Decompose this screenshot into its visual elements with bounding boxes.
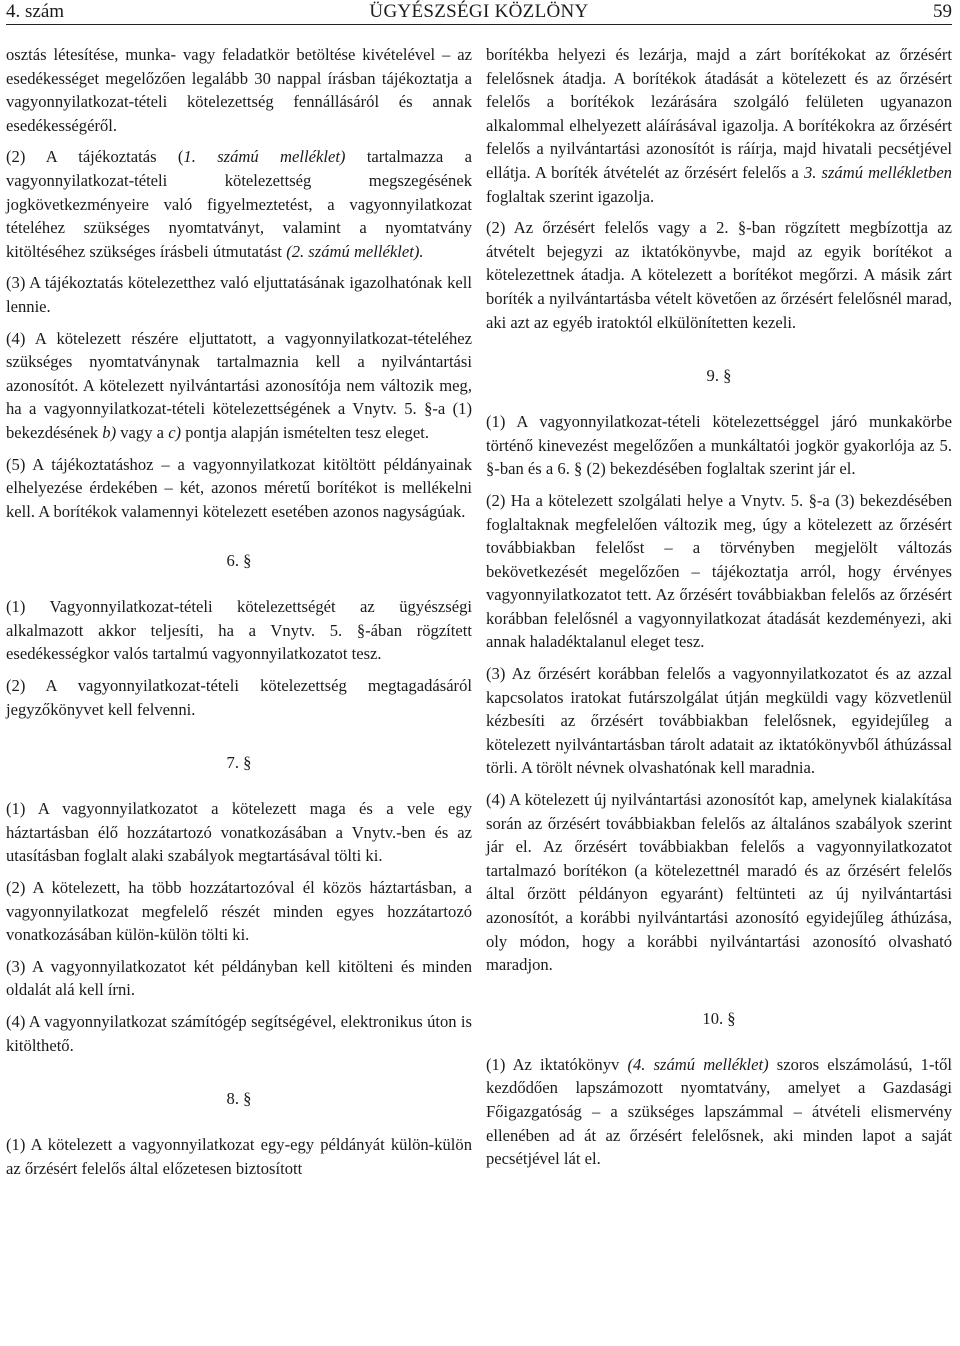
paragraph: (1) A vagyonnyilatkozat-tételi kötelezettséggel járó munkakörbe történő kinevezést megelőzően a munkáltatói jogkör gyakorlója az 5. §-ban és a 6. § (2) bekezdésében foglaltak szerint jár el.: [486, 412, 952, 479]
journal-title: ÜGYÉSZSÉGI KÖZLÖNY: [369, 1, 589, 22]
paragraph: borítékba helyezi és lezárja, majd a zárt borítékokat az őrzésért felelősnek átadja. A borítékok átadását a kötelezett és az őrzésért felelős a borítékok lezárására szolgáló felületen ugyanazon alkalommal elhelyezett aláírásával igazolja. A borítékokra az őrzésért felelős a nyilvántartási azonosítót is ráírja, majd hivatali pecsétjével ellátja. A boríték átvételét az őrzésért felelős a 3. számú mellékletben foglaltak szerint igazolja.: [486, 45, 952, 206]
section-heading-7: 7. §: [226, 753, 252, 773]
two-column-body: [6, 43, 952, 1188]
paragraph: (2) A tájékoztatás (1. számú melléklet) tartalmazza a vagyonnyilatkozat-tételi kötelezettség megszegésének jogkövetkezményeire való figyelmeztetést, a vagyonnyilatkozat tételéhez szükséges nyomtatványt, valamint a nyomtatvány kitöltéséhez szükséges írásbeli útmutatást (2. számú melléklet).: [6, 147, 472, 261]
paragraph: (3) Az őrzésért korábban felelős a vagyonnyilatkozatot és az azzal kapcsolatos iratokat futárszolgálat útján megküldi vagy közvetlenül kézbesíti az őrzésért továbbiakban felelősnek, egyidejűleg a kötelezett nyilvántartásban tárolt adatait az iktatókönyvből áthúzással törli. A törölt névnek olvashatónak kell maradnia.: [486, 664, 952, 778]
paragraph: (2) Az őrzésért felelős vagy a 2. §-ban rögzített megbízottja az átvételt bejegyzi az iktatókönyvbe, majd az egyik borítékot a kötelezettnek átadja. A kötelezett a borítékot megőrzi. A másik zárt boríték a nyilvántartásba vételt követően az őrzésért felelősnél marad, aki azt az egyéb iratoktól elkülönítetten kezeli.: [486, 218, 952, 332]
paragraph: (4) A vagyonnyilatkozat számítógép segítségével, elektronikus úton is kitölthető.: [6, 1012, 472, 1055]
paragraph: (1) A kötelezett a vagyonnyilatkozat egy-egy példányát külön-külön az őrzésért felelős által előzetesen biztosított: [6, 1135, 472, 1178]
paragraph: (4) A kötelezett új nyilvántartási azonosítót kap, amelynek kialakítása során az őrzésért továbbiakban felelős az általános szabályok szerint jár el. Az őrzésért továbbiakban felelős a vagyonnyilatkozatot tartalmazó borítékon (a kötelezettnél maradó és az őrzésért felelős által őrzött példányon egyaránt) feltünteti az új nyilvántartási azonosítót, a korábbi nyilvántartási azonosító egyidejűleg áthúzása, oly módon, hogy a korábbi nyilvántartási azonosító olvasható maradjon.: [486, 790, 952, 975]
section-heading-8: 8. §: [226, 1089, 252, 1109]
paragraph: (1) A vagyonnyilatkozatot a kötelezett maga és a vele egy háztartásban élő hozzátartozó vonatkozásában a Vnytv.-ben és az utasításban foglalt alaki szabályok megtartásával tölti ki.: [6, 799, 472, 866]
section-heading-9: 9. §: [706, 366, 732, 386]
left-column: [6, 43, 472, 1188]
page-header: [6, 0, 952, 25]
paragraph: (2) A vagyonnyilatkozat-tételi kötelezettség megtagadásáról jegyzőkönyvet kell felvenni.: [6, 676, 472, 719]
page-number: 59: [933, 1, 952, 22]
issue-number: 4. szám: [6, 1, 65, 22]
paragraph: (2) Ha a kötelezett szolgálati helye a Vnytv. 5. §-a (3) bekezdésében foglaltaknak megfelelően változik meg, úgy a kötelezett az őrzésért továbbiakban felelőst – a törvényben megjelölt változás bekövetkezését megelőzően – tájékoztatja arról, hogy érvényes vagyonnyilatkozatot tett. Az őrzésért továbbiakban felelős az őrzésért korábban felelősnél a vagyonnyilatkozat átadását kezdeményezi, aki annak haladéktalanul eleget tesz.: [486, 490, 952, 652]
paragraph: (3) A vagyonnyilatkozatot két példányban kell kitölteni és minden oldalát alá kell írni.: [6, 956, 472, 1000]
paragraph: (1) Az iktatókönyv (4. számú melléklet) szoros elszámolású, 1-től kezdődően lapszámozott nyomtatvány, amelyet a Gazdasági Főigazgatóság – a szükséges lapszámmal – átvételi elismervény ellenében ad át az őrzésért felelősnek, aki minden lapot a saját pecsétjével lát el.: [486, 1054, 952, 1169]
paragraph: (5) A tájékoztatáshoz – a vagyonnyilatkozat kitöltött példányainak elhelyezése érdekében – két, azonos méretű borítékot is mellékelni kell. A borítékok valamennyi kötelezett esetében azonos nagyságúak.: [6, 454, 472, 521]
section-heading-6: 6. §: [226, 551, 252, 571]
paragraph: (3) A tájékoztatás kötelezetthez való eljuttatásának igazolhatónak kell lennie.: [6, 273, 472, 316]
paragraph: (2) A kötelezett, ha több hozzátartozóval él közös háztartásban, a vagyonnyilatkozat megfelelő részét minden egyes hozzátartozó vonatkozásában külön-külön tölti ki.: [6, 878, 472, 945]
right-column: [486, 43, 952, 1188]
section-heading-10: 10. §: [702, 1008, 736, 1028]
paragraph: osztás létesítése, munka- vagy feladatkör betöltése kivételével – az esedékességet megelőzően legalább 30 nappal írásban tájékoztatja a vagyonnyilatkozat-tételi kötelezettség fennállásáról és annak esedékességéről.: [6, 45, 472, 135]
paragraph: (4) A kötelezett részére eljuttatott, a vagyonnyilatkozat-tételéhez szükséges nyomtatványnak tartalmaznia kell a nyilvántartási azonosítót. A kötelezett nyilvántartási azonosítója nem változik meg, ha a vagyonnyilatkozat-tételi kötelezettségének a Vnytv. 5. §-a (1) bekezdésének b) vagy a c) pontja alapján ismételten tesz eleget.: [6, 328, 472, 442]
paragraph: (1) Vagyonnyilatkozat-tételi kötelezettségét az ügyészségi alkalmazott akkor teljesíti, ha a Vnytv. 5. §-ában rögzített esedékességkor valós tartalmú vagyonnyilatkozatot tesz.: [6, 597, 472, 664]
